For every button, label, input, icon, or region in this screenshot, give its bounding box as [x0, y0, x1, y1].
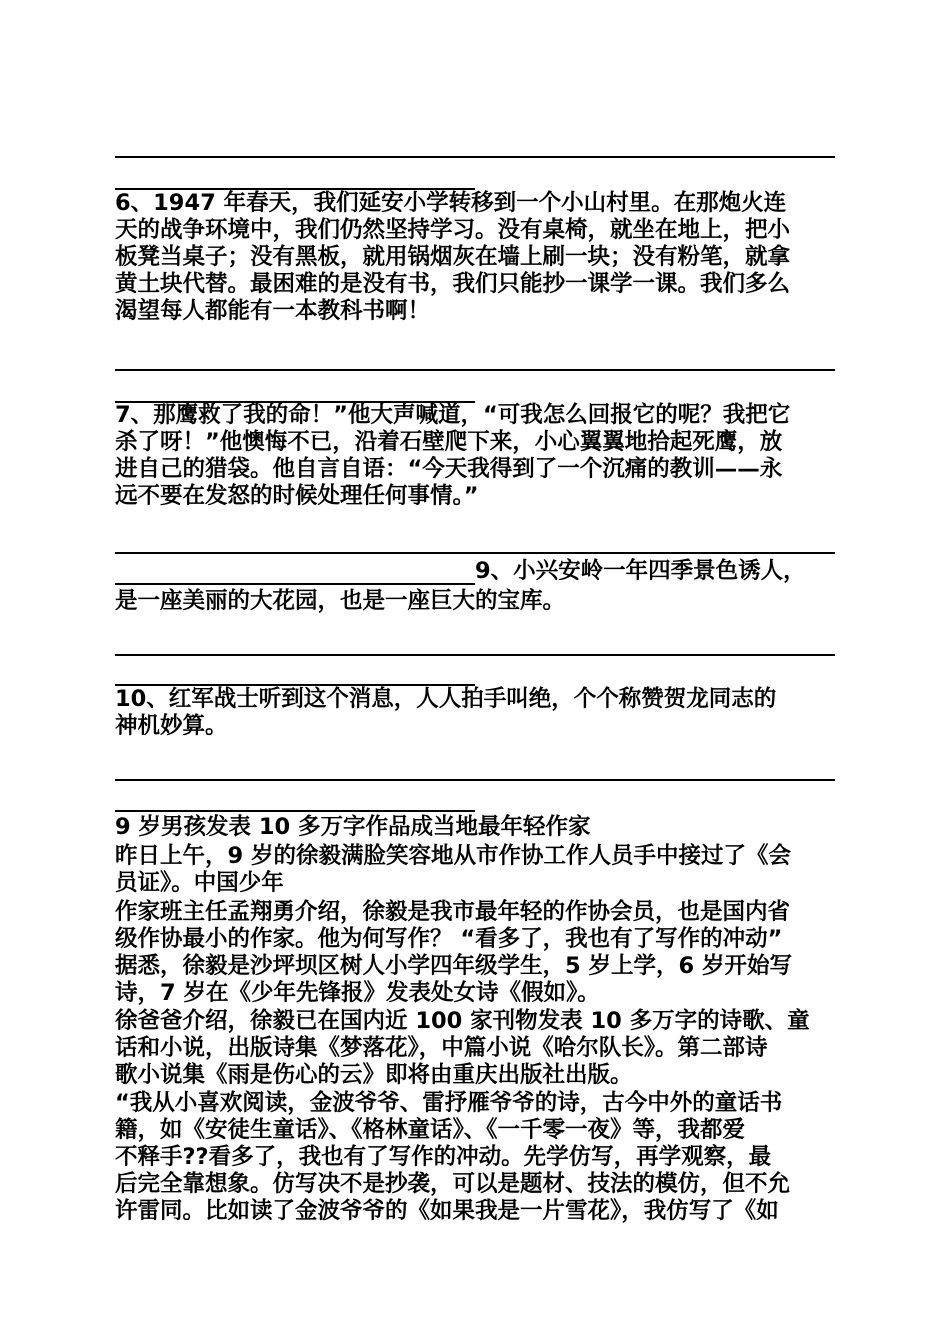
answer-line-short: [115, 583, 475, 585]
article-paragraph-4: 徐爸爸介绍，徐毅已在国内近 100 家刊物发表 10 多万字的诗歌、童 话和小说，出版诗集《梦落花》，中篇小说《哈尔队长》。第二部诗 歌小说集《雨是伤心的云》即将由重庆出版社出版。: [115, 1008, 810, 1088]
article-title: 9 岁男孩发表 10 多万字作品成当地最年轻作家: [115, 814, 591, 840]
answer-line: [115, 156, 835, 158]
section-9-line-1: 9、小兴安岭一年四季景色诱人，: [475, 558, 806, 584]
article-paragraph-1: 昨日上午，9 岁的徐毅满脸笑容地从市作协工作人员手中接过了《会 员证》。中国少年: [115, 843, 791, 896]
article-paragraph-5: “我从小喜欢阅读，金波爷爷、雷抒雁爷爷的诗，古今中外的童话书 籍，如《安徒生童话》、《格林童话》、《一千零一夜》等，我都爱 不释手??看多了，我也有了写作的冲动。先学仿写，再学观察，最 后完全靠想象。仿写决不是抄袭，可以是题材、技法的模仿，但不允 许雷同。比如读了金波爷爷的《如果我是一片雪花》，我仿写了《如: [115, 1090, 791, 1224]
answer-line: [115, 552, 835, 554]
section-9-line-2: 是一座美丽的大花园，也是一座巨大的宝库。: [115, 588, 566, 614]
section-7-paragraph: 7、那鹰救了我的命！”他大声喊道，“可我怎么回报它的呢？我把它 杀了呀！”他懊悔不已，沿着石壁爬下来，小心翼翼地拾起死鹰，放 进自己的猎袋。他自言自语：“今天我得到了一个沉痛的教训——永 远不要在发怒的时候处理任何事情。”: [115, 402, 791, 509]
section-6-paragraph: 6、1947 年春天，我们延安小学转移到一个小山村里。在那炮火连 天的战争环境中，我们仍然坚持学习。没有桌椅，就坐在地上，把小 板凳当桌子；没有黑板，就用锅烟灰在墙上刷一块；没有粉笔，就拿 黄土块代替。最困难的是没有书，我们只能抄一课学一课。我们多么 渴望每人都能有一本教科书啊！: [115, 190, 791, 324]
answer-line: [115, 654, 835, 656]
answer-line-short: [115, 810, 475, 812]
article-paragraph-2: 作家班主任孟翔勇介绍，徐毅是我市最年轻的作协会员，也是国内省 级作协最小的作家。他为何写作？ “看多了，我也有了写作的冲动”: [115, 899, 791, 952]
article-paragraph-3: 据悉，徐毅是沙坪坝区树人小学四年级学生，5 岁上学，6 岁开始写 诗，7 岁在《少年先锋报》发表处女诗《假如》。: [115, 953, 792, 1006]
answer-line: [115, 369, 835, 371]
answer-line: [115, 779, 835, 781]
section-10-paragraph: 10、红军战士听到这个消息，人人拍手叫绝，个个称赞贺龙同志的 神机妙算。: [115, 686, 777, 739]
